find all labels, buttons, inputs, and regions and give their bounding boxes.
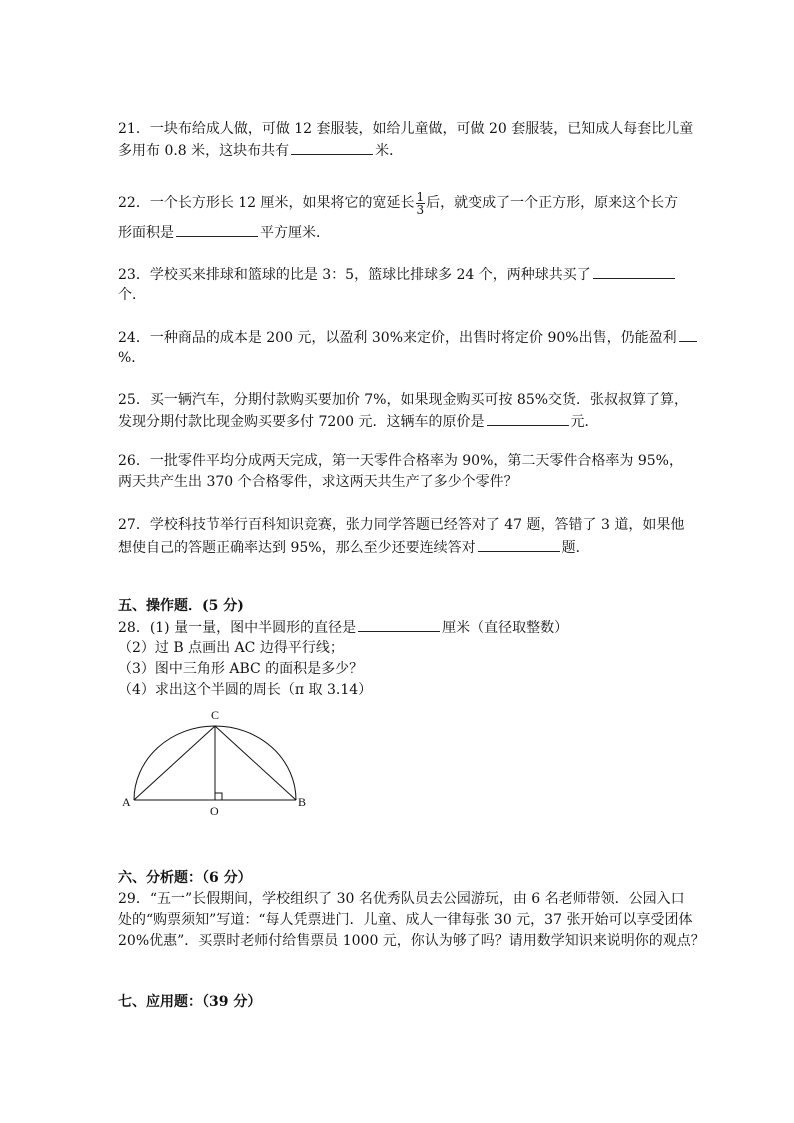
q29-line1: 29．“五一”长假期间，学校组织了 30 名优秀队员去公园游玩，由 6 名老师带领．公园入口 — [118, 891, 685, 907]
label-o: O — [210, 804, 219, 818]
q23-line2: 个． — [118, 287, 146, 303]
q22-line2-text: 形面积是 — [118, 225, 174, 241]
q24-line2: %． — [118, 350, 146, 366]
q27-line2 — [118, 537, 590, 558]
q22-line1-text: 22．一个长方形长 12 厘米，如果将它的宽延长 — [118, 195, 415, 211]
q23-answer-blank[interactable] — [593, 264, 675, 279]
q25-line2-unit: 元． — [570, 414, 599, 430]
q28-line1-rest: 厘米（直径取整数） — [442, 620, 569, 636]
q22-line1-rest: 后，就变成了一个正方形，原来这个长方 — [426, 195, 679, 211]
section6-heading: 六、分析题：（6 分） — [118, 870, 252, 886]
q25-line2 — [118, 411, 599, 432]
q28-line4: （4）求出这个半圆的周长（π 取 3.14） — [118, 682, 373, 698]
right-angle-mark — [215, 793, 222, 800]
q24-answer-blank[interactable] — [679, 327, 697, 342]
q26-line2: 两天共产生出 370 个合格零件，求这两天共生产了多少个零件？ — [118, 474, 518, 490]
label-c: C — [211, 708, 220, 722]
q27-answer-blank[interactable] — [478, 537, 560, 552]
q27-line2-unit: 题． — [561, 540, 590, 556]
q28-answer-blank[interactable] — [358, 617, 440, 632]
q22-frac-den: 3 — [416, 202, 425, 217]
segment-bc — [215, 726, 296, 800]
segment-ac — [134, 726, 215, 800]
q22-line1 — [118, 188, 678, 218]
q21-answer-blank[interactable] — [291, 140, 373, 155]
q21-line2-text: 多用布 0.8 米，这块布共有 — [118, 143, 290, 159]
q25-line1: 25．买一辆汽车，分期付款购买要加价 7%，如果现金购买可按 85%交货．张叔叔算了算， — [118, 392, 689, 408]
q23-line1-text: 23．学校买来排球和篮球的比是 3：5，篮球比排球多 24 个，两种球共买了 — [118, 267, 591, 283]
section7-heading: 七、应用题：（39 分） — [118, 994, 262, 1010]
label-b: B — [298, 795, 307, 809]
semicircle-figure — [110, 704, 320, 824]
q22-line2-unit: 平方厘米． — [260, 225, 330, 241]
q25-answer-blank[interactable] — [487, 411, 569, 426]
q21-line2-unit: 米． — [375, 143, 404, 159]
q27-line1: 27．学校科技节举行百科知识竞赛，张力同学答题已经答对了 47 题，答错了 3 道，如果他 — [118, 517, 685, 533]
q22-answer-blank[interactable] — [176, 222, 258, 237]
q23-line1 — [118, 264, 677, 285]
q28-line1-text: 28．(1) 量一量，图中半圆形的直径是 — [118, 620, 357, 636]
q27-line2-text: 想使自己的答题正确率达到 95%，那么至少还要连续答对 — [118, 540, 476, 556]
q22-fraction — [416, 191, 426, 216]
q24-line1-text: 24．一种商品的成本是 200 元，以盈利 30%来定价，出售时将定价 90%出售，仍能盈利 — [118, 330, 677, 346]
q28-line2: （2）过 B 点画出 AC 边得平行线； — [118, 640, 344, 656]
q29-line2: 处的“购票须知”写道：“每人凭票进门．儿童、成人一律每张 30 元，37 张开始可以享受团体 — [118, 912, 693, 928]
section5-heading: 五、操作题．(5 分) — [118, 598, 244, 614]
q21-line2 — [118, 140, 403, 161]
q22-frac-num: 1 — [416, 189, 425, 204]
q28-line1 — [118, 617, 568, 638]
q25-line2-text: 发现分期付款比现金购买要多付 7200 元．这辆车的原价是 — [118, 414, 485, 430]
q22-line2 — [118, 222, 330, 243]
q29-line3: 20%优惠”．买票时老师付给售票员 1000 元，你认为够了吗？请用数学知识来说明你的观点？ — [118, 933, 705, 949]
q21-line1: 21．一块布给成人做，可做 12 套服装，如给儿童做，可做 20 套服装，已知成人每套比儿童 — [118, 121, 694, 137]
q24-line1 — [118, 327, 699, 348]
q26-line1: 26．一批零件平均分成两天完成，第一天零件合格率为 90%，第二天零件合格率为 95%， — [118, 453, 683, 469]
q28-line3: （3）图中三角形 ABC 的面积是多少？ — [118, 661, 364, 677]
label-a: A — [122, 795, 131, 809]
